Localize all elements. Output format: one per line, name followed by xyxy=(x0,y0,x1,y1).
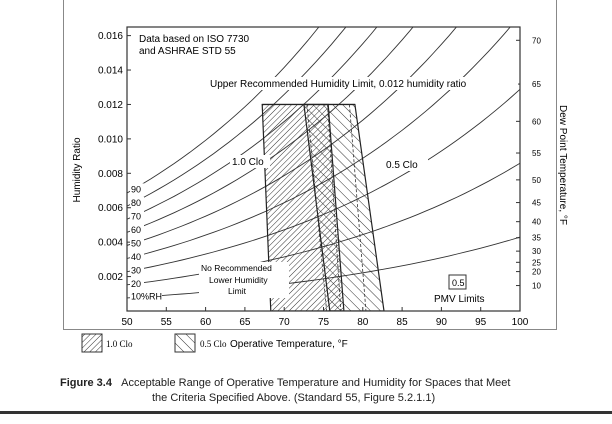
y2-axis-label: Dew Point Temperature, °F xyxy=(557,105,568,225)
x-tick-label: 70 xyxy=(278,317,290,328)
dewpoint-tick-label: 30 xyxy=(532,247,541,257)
figure-caption xyxy=(60,376,612,406)
legend-swatch-10-clo xyxy=(82,334,102,352)
y-tick-label: 0.006 xyxy=(97,203,123,215)
rh-label: 60 xyxy=(131,224,142,235)
dewpoint-tick-label: 65 xyxy=(532,80,541,90)
dewpoint-tick-label: 55 xyxy=(532,149,541,159)
bottom-rule xyxy=(0,411,612,414)
legend-label-10-clo: 1.0 Clo xyxy=(106,339,133,349)
caption-figure-number: Figure 3.4 xyxy=(60,377,112,389)
x-tick-label: 80 xyxy=(357,317,369,328)
rh-label: 80 xyxy=(131,197,142,208)
lower-limit-line-2: Lower Humidity xyxy=(209,275,268,285)
y-tick-label: 0.016 xyxy=(97,31,123,43)
rh-label: 40 xyxy=(131,251,142,262)
lower-limit-line-3: Limit xyxy=(228,286,246,296)
y-tick-label: 0.010 xyxy=(97,134,123,146)
pmv-limits-label: PMV Limits xyxy=(434,294,485,305)
note-line-2: and ASHRAE STD 55 xyxy=(139,46,236,57)
rh-labels xyxy=(130,183,162,301)
dewpoint-tick-label: 20 xyxy=(532,267,541,277)
rh-label: 20 xyxy=(131,278,142,289)
legend-label-05-clo: 0.5 Clo xyxy=(200,339,227,349)
y-tick-label: 0.012 xyxy=(97,99,123,111)
rh-label: 70 xyxy=(131,211,142,222)
note-line-1: Data based on ISO 7730 xyxy=(139,34,250,45)
y-axis-label: Humidity Ratio xyxy=(72,137,83,203)
rh-label: 30 xyxy=(131,265,142,276)
rh-label: 50 xyxy=(131,238,142,249)
x-tick-label: 75 xyxy=(317,317,330,328)
dewpoint-tick-label: 25 xyxy=(532,258,541,268)
x-axis-label: Operative Temperature, °F xyxy=(230,339,348,350)
x-tick-label: 65 xyxy=(239,317,251,328)
legend-swatch-05-clo xyxy=(175,334,195,352)
clo-10-label: 1.0 Clo xyxy=(232,157,264,168)
x-tick-label: 85 xyxy=(396,317,408,328)
clo-05-label: 0.5 Clo xyxy=(386,160,418,171)
caption-text-line-1: Acceptable Range of Operative Temperature and Humidity for Spaces that Meet xyxy=(121,377,511,389)
rh-label: 10%RH xyxy=(131,291,163,302)
dewpoint-tick-label: 50 xyxy=(532,175,541,185)
caption-text-line-2: the Criteria Specified Above. (Standard 55, Figure 5.2.1.1) xyxy=(152,392,436,404)
rh-label: 90 xyxy=(131,184,142,195)
y-tick-label: 0.014 xyxy=(97,65,123,77)
x-tick-label: 60 xyxy=(200,317,212,328)
dewpoint-tick-label: 70 xyxy=(532,36,541,46)
y-tick-label: 0.008 xyxy=(97,168,123,180)
dewpoint-tick-label: 60 xyxy=(532,117,541,127)
dewpoint-tick-label: 40 xyxy=(532,217,541,227)
upper-limit-label: Upper Recommended Humidity Limit, 0.012 humidity ratio xyxy=(210,79,467,90)
pmv-box-value: 0.5 xyxy=(452,278,465,288)
y-tick-label: 0.004 xyxy=(97,237,123,249)
x-tick-label: 95 xyxy=(475,317,487,328)
y-tick-label: 0.002 xyxy=(97,272,123,284)
dewpoint-tick-label: 35 xyxy=(532,233,541,243)
dewpoint-tick-label: 10 xyxy=(532,281,541,291)
x-tick-label: 50 xyxy=(121,317,133,328)
lower-limit-line-1: No Recommended xyxy=(201,263,272,273)
dewpoint-tick-label: 45 xyxy=(532,198,541,208)
x-tick-label: 100 xyxy=(511,317,529,328)
x-tick-label: 55 xyxy=(160,317,172,328)
x-tick-label: 90 xyxy=(435,317,447,328)
